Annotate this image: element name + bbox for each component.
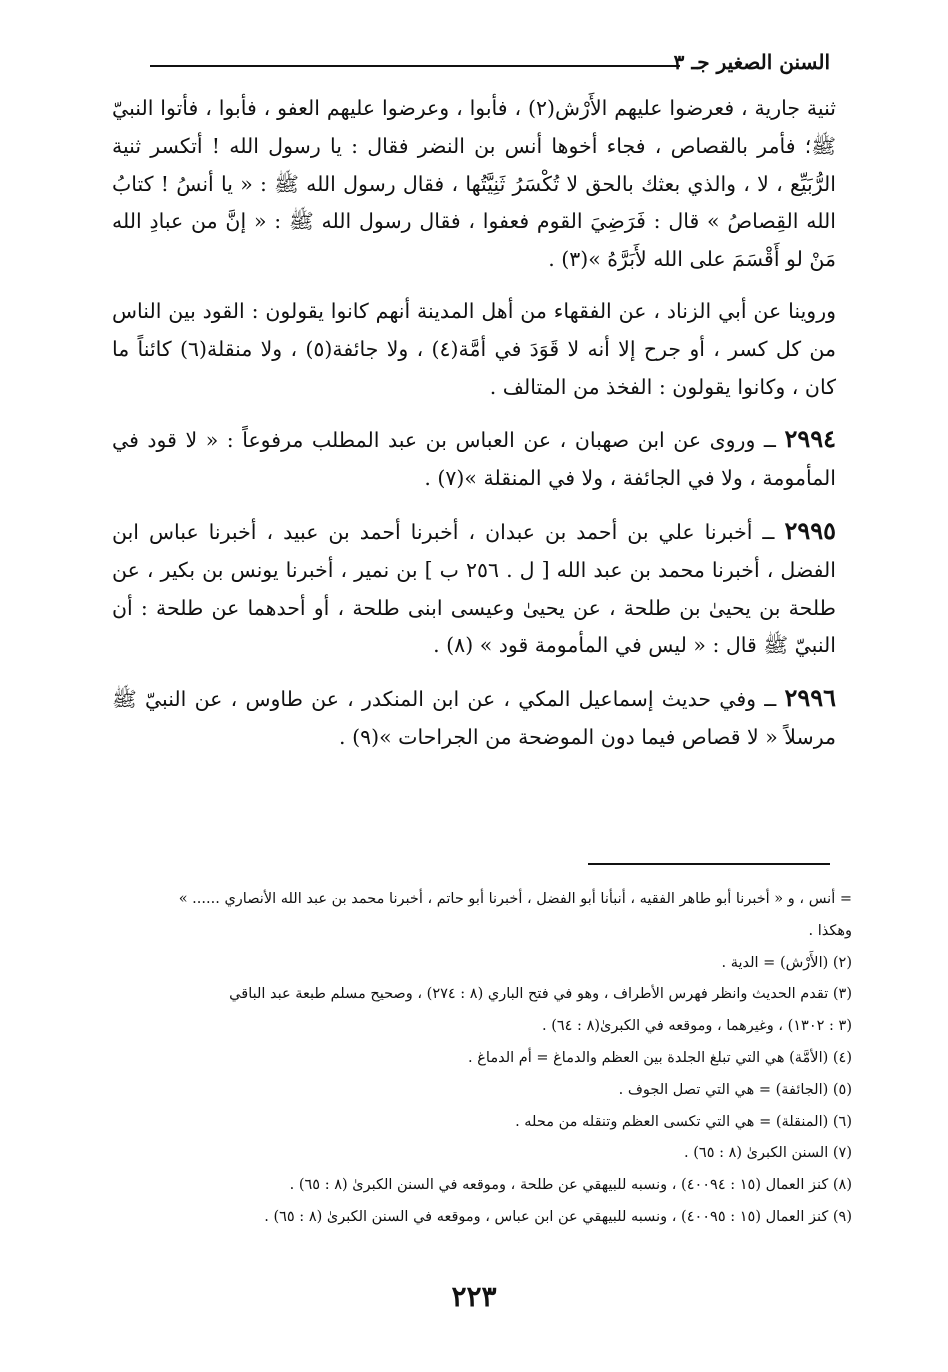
hadith-2996 [112,679,836,757]
footnote-4: (٤) (الأمَّة) هي التي تبلغ الجلدة بين العظم والدماغ = أم الدماغ . [468,1049,852,1066]
hadith-text: ــ وروى عن ابن صهبان ، عن العباس بن عبد المطلب مرفوعاً : « لا قود في المأمومة ، ولا في الجائفة ، ولا في المنقلة »(٧) . [112,428,836,491]
footnote-3: (٣) تقدم الحديث وانظر فهرس الأطراف ، وهو في فتح الباري (٨ : ٢٧٤) ، وصحيح مسلم طبعة عبد الباقي [229,986,852,1003]
footnote-5: (٥) (الجائفة) = هي التي تصل الجوف . [618,1081,852,1098]
footnote-2: (٢) (الأَرْش) = الدية . [721,954,852,971]
header-title: السنن الصغير جـ ٣ [673,50,830,74]
footnote-8: (٨) كنز العمال (١٥ : ٤٠٠٩٤) ، ونسبه للبيهقي عن طلحة ، وموقعه في السنن الكبرىٰ (٨ : ٦٥) . [289,1177,852,1194]
header-rule [150,65,680,67]
hadith-number: ٢٩٩٤ [784,424,836,454]
footnote-continuation: = أنس ، و « أخبرنا أبو طاهر الفقيه ، أنبأنا أبو الفضل ، أخبرنا أبو حاتم ، أخبرنا محمد بن عبد الله الأنصاري ...... » وهكذا . [178,891,852,939]
running-header [150,50,830,80]
footnote-rule [588,863,830,865]
paragraph-continuation: ثنية جارية ، فعرضوا عليهم الأَرْش(٢) ، فأبوا ، وعرضوا عليهم العفو ، فأبوا ، فأتوا النبيّ ﷺ؛ فأمر بالقصاص ، فجاء أخوها أنس بن النضر فقال : يا رسول الله ! أتكسر ثنية الرُّبَيِّع ، لا ، والذي بعثك بالحق لا تُكْسَرُ ثَنِيَّتُها ، فقال رسول الله ﷺ : « يا أنسُ ! كتابُ الله القِصاصُ » قال : فَرَضِيَ القوم فعفوا ، فقال رسول الله ﷺ : « إنَّ من عبادِ الله مَنْ لو أَقْسَمَ على الله لأَبَرَّهُ »(٣) . [112,96,836,272]
footnote-7: (٧) السنن الكبرىٰ (٨ : ٦٥) . [684,1145,852,1162]
footnote-6: (٦) (المنقلة) = هي التي تكسى العظم وتنقله من محله . [515,1113,852,1130]
hadith-2994 [112,420,836,498]
hadith-number: ٢٩٩٥ [784,515,836,545]
footnote-9: (٩) كنز العمال (١٥ : ٤٠٠٩٥) ، ونسبه للبيهقي عن ابن عباس ، وموقعه في السنن الكبرىٰ (٨ : ٦٥) . [264,1208,852,1225]
hadith-text: ــ أخبرنا علي بن أحمد بن عبدان ، أخبرنا أحمد بن عبيد ، أخبرنا عباس ابن الفضل ، أخبرنا محمد بن عبد الله [ ل . ٢٥٦ ب ] بن نمير ، أخبرنا يونس بن بكير ، عن طلحة بن يحيىٰ بن طلحة ، عن يحيىٰ وعيسى ابنى طلحة ، أو أحدهما عن طلحة : أن النبيّ ﷺ قال : « ليس في المأمومة قود » (٨) . [112,519,836,658]
main-text [112,90,836,757]
hadith-2995 [112,512,836,665]
hadith-text: ــ وفي حديث إسماعيل المكي ، عن ابن المنكدر ، عن طاوس ، عن النبيّ ﷺ مرسلاً « لا قصاص فيما دون الموضحة من الجراحات »(٩) . [112,687,836,749]
paragraph-abu-zinad: وروينا عن أبي الزناد ، عن الفقهاء من أهل المدينة أنهم كانوا يقولون : القود بين الناس من كل كسر ، أو جرح إلا أنه لا قَوَدَ في أمَّة(٤) ، ولا جائفة(٥) ، ولا منقلة(٦) كائناً ما كان ، وكانوا يقولون : الفخذ من المتالف . [112,298,836,399]
footnote-3-continued: (٣ : ١٣٠٢) ، وغيرهما ، وموقعه في الكبرىٰ(٨ : ٦٤) . [541,1018,852,1035]
footnotes [140,884,852,1234]
page-number: ٢٢٣ [451,1280,497,1313]
hadith-number: ٢٩٩٦ [784,683,836,713]
